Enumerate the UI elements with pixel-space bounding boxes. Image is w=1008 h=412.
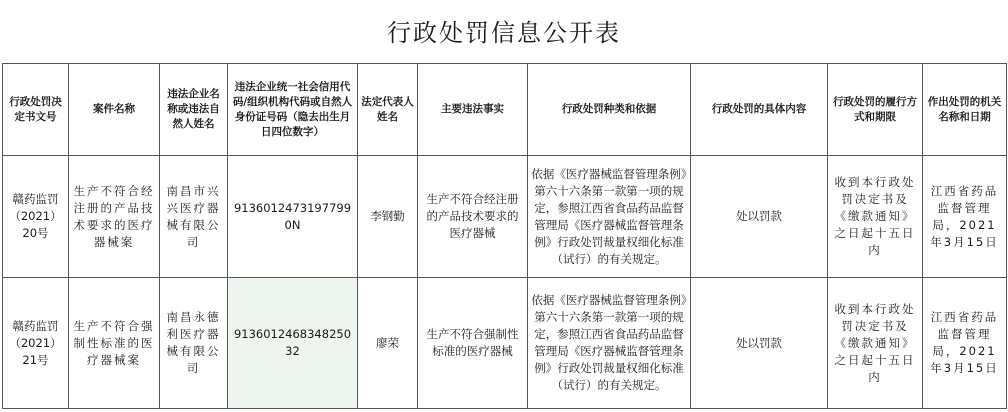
cell-basis: 依据《医疗器械监督管理条例》第六十六条第一款第一项的规定，参照江西省食品药品监督管理局《医疗器械监督管理条例》行政处罚裁量权细化标准（试行）的有关规定。 [528,278,691,409]
cell-case-name: 生产不符合强制性标准的医疗器械案 [69,278,160,409]
header-credit-code: 违法企业统一社会信用代码/组织机构代码或自然人身份证号码（隐去出生月日四位数字） [228,64,358,156]
cell-basis: 依据《医疗器械监督管理条例》第六十六条第一款第一项的规定，参照江西省食品药品监督管理局《医疗器械监督管理条例》行政处罚裁量权细化标准（试行）的有关规定。 [528,156,691,278]
header-legal-rep: 法定代表人姓名 [358,64,418,156]
header-authority: 作出处罚的机关名称和日期 [923,64,1007,156]
table-row [3,156,1007,278]
cell-facts: 生产不符合强制性标准的医疗器械 [418,278,528,409]
cell-content: 处以罚款 [691,156,828,278]
page-title: 行政处罚信息公开表 [387,19,621,47]
cell-facts: 生产不符合经注册的产品技术要求的医疗器械 [418,156,528,278]
cell-doc-no: 赣药监罚（2021）20号 [3,156,69,278]
cell-entity: 南昌永德利医疗器械有限公司 [160,278,228,409]
cell-method: 收到本行政处罚决定书及《缴款通知》之日起十五日内 [828,278,923,409]
cell-authority: 江西省药品监督管理局，2021年3月15日 [923,156,1007,278]
cell-content: 处以罚款 [691,278,828,409]
header-basis: 行政处罚种类和依据 [528,64,691,156]
header-entity: 违法企业名称或违法自然人姓名 [160,64,228,156]
header-facts: 主要违法事实 [418,64,528,156]
cell-credit-code: 91360124731977990N [228,156,358,278]
cell-case-name: 生产不符合经注册的产品技术要求的医疗器械案 [69,156,160,278]
header-case-name: 案件名称 [69,64,160,156]
header-doc-no: 行政处罚决定书文号 [3,64,69,156]
cell-legal-rep: 李钢勤 [358,156,418,278]
cell-authority: 江西省药品监督管理局，2021年3月15日 [923,278,1007,409]
cell-doc-no: 赣药监罚（2021）21号 [3,278,69,409]
header-method: 行政处罚的履行方式和期限 [828,64,923,156]
cell-entity: 南昌市兴兴医疗器械有限公司 [160,156,228,278]
header-content: 行政处罚的具体内容 [691,64,828,156]
table-row [3,278,1007,409]
penalty-table [2,63,1007,409]
table-header-row [3,64,1007,156]
cell-method: 收到本行政处罚决定书及《缴款通知》之日起十五日内 [828,156,923,278]
cell-credit-code: 913601246834825032 [228,278,358,409]
cell-legal-rep: 廖荣 [358,278,418,409]
